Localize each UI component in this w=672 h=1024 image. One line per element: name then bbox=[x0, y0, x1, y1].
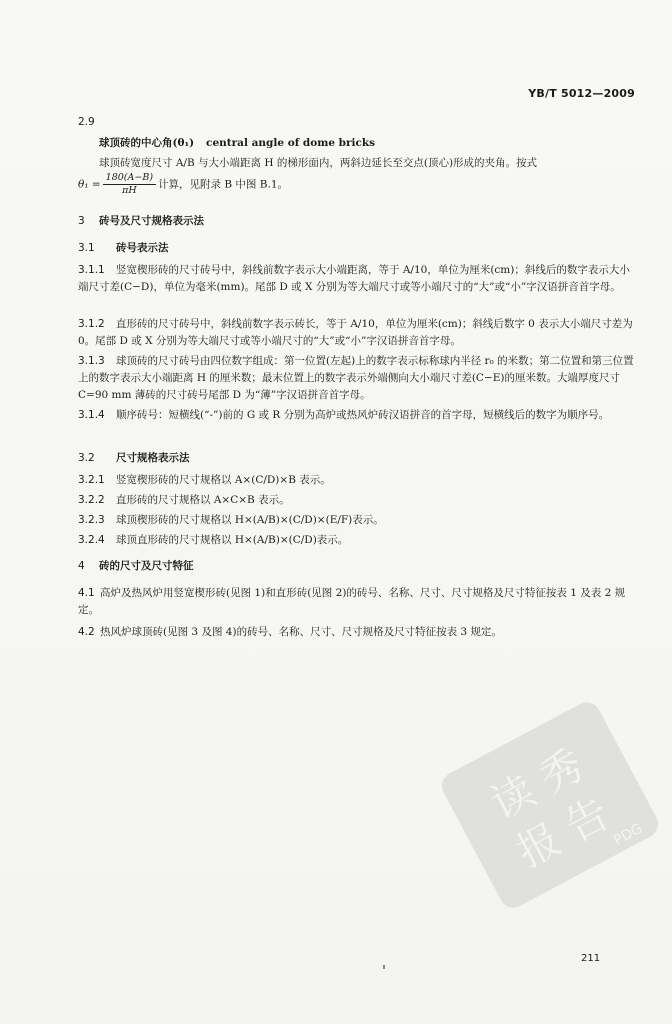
clause-text: 顺序砖号：短横线(“-”)前的 G 或 R 分别为高炉或热风炉砖汉语拼音的首字母，短横线后的数字为顺序号。 bbox=[116, 409, 610, 421]
subsection-number: 3.1 bbox=[78, 242, 95, 254]
formula-suffix: 计算，见附录 B 中图 B.1。 bbox=[158, 178, 288, 191]
section-title: 砖号及尺寸规格表示法 bbox=[99, 215, 204, 227]
clause-text: 竖宽楔形砖的尺寸砖号中，斜线前数字表示大小端距离，等于 A/10，单位为厘米(cm)；斜线后的数字表示大小端尺寸差(C−D)，单位为毫米(mm)。尾部 D 或 X 分别为等大端尺寸或等小端尺寸的“大”或“小”字汉语拼音首字母。 bbox=[78, 264, 630, 293]
term-english: central angle of dome bricks bbox=[206, 137, 376, 149]
svg-text:读: 读 bbox=[482, 765, 543, 829]
formula-lhs: θ₁ = bbox=[78, 178, 101, 191]
clause-text: 球顶砖的尺寸砖号由四位数字组成：第一位置(左起)上的数字表示标称球内半径 r₀ 的米数；第二位置和第三位置上的数字表示大小端距离 H 的厘米数；最末位置上的数字表示外端侧向大小端尺寸差(C−E)的厘米数。大端厚度尺寸 C=90 mm 薄砖的尺寸砖号尾部 D 为“薄”字汉语拼音首字母。 bbox=[78, 355, 634, 401]
clause-number: 3.2.2 bbox=[78, 494, 105, 506]
clause-3-2-4 bbox=[78, 532, 640, 549]
clause-3-1-3 bbox=[78, 353, 640, 404]
clause-text: 球顶直形砖的尺寸规格以 H×(A/B)×(C/D)表示。 bbox=[116, 534, 349, 546]
clause-text: 球顶楔形砖的尺寸规格以 H×(A/B)×(C/D)×(E/F)表示。 bbox=[116, 514, 384, 526]
clause-text: 竖宽楔形砖的尺寸规格以 A×(C/D)×B 表示。 bbox=[116, 474, 331, 486]
section-4-heading bbox=[78, 558, 640, 575]
fraction-denominator: πH bbox=[122, 185, 137, 196]
clause-3-1-4 bbox=[78, 407, 640, 424]
svg-text:PDG: PDG bbox=[611, 820, 646, 849]
subsection-number: 3.2 bbox=[78, 452, 95, 464]
clause-number: 3.1.2 bbox=[78, 318, 105, 330]
clause-3-1-2 bbox=[78, 316, 640, 350]
clause-number: 3.2.3 bbox=[78, 514, 105, 526]
subsection-3-2-heading bbox=[78, 450, 640, 467]
page-number: 211 bbox=[581, 953, 601, 964]
clause-text: 热风炉球顶砖(见图 3 及图 4)的砖号、名称、尺寸、尺寸规格及尺寸特征按表 3 规定。 bbox=[100, 626, 502, 638]
term-definition bbox=[78, 155, 640, 172]
clause-number: 2.9 bbox=[78, 116, 95, 128]
subsection-3-1-heading bbox=[78, 240, 640, 257]
clause-4-2 bbox=[78, 624, 640, 641]
svg-text:秀: 秀 bbox=[531, 739, 592, 803]
svg-text:告: 告 bbox=[557, 788, 618, 852]
clause-number: 4.1 bbox=[78, 587, 95, 599]
section-3-heading bbox=[78, 213, 640, 230]
subsection-title: 砖号表示法 bbox=[116, 242, 169, 254]
clause-text: 直形砖的尺寸规格以 A×C×B 表示。 bbox=[116, 494, 290, 506]
clause-2-9 bbox=[78, 114, 640, 131]
definition-text: 球顶砖宽度尺寸 A/B 与大小端距离 H 的梯形面内，两斜边延长至交点(顶心)形成的夹角。按式 bbox=[99, 157, 538, 169]
clause-number: 3.1.1 bbox=[78, 264, 105, 276]
term-title: 球顶砖的中心角(θ₁) bbox=[99, 137, 195, 149]
formula-line bbox=[78, 172, 640, 197]
clause-4-1 bbox=[78, 585, 640, 619]
subsection-title: 尺寸规格表示法 bbox=[116, 452, 190, 464]
clause-3-1-1 bbox=[78, 262, 640, 296]
section-number: 4 bbox=[78, 560, 85, 572]
clause-number: 3.2.1 bbox=[78, 474, 105, 486]
clause-3-2-3 bbox=[78, 512, 640, 529]
watermark-stamp bbox=[440, 700, 660, 910]
standard-code: YB/T 5012—2009 bbox=[528, 87, 635, 100]
svg-text:报: 报 bbox=[508, 814, 569, 878]
formula-fraction bbox=[103, 172, 156, 197]
scan-artifact bbox=[383, 965, 385, 969]
clause-text: 高炉及热风炉用竖宽楔形砖(见图 1)和直形砖(见图 2)的砖号、名称、尺寸、尺寸规格及尺寸特征按表 1 及表 2 规定。 bbox=[78, 587, 626, 616]
clause-number: 4.2 bbox=[78, 626, 95, 638]
section-title: 砖的尺寸及尺寸特征 bbox=[99, 560, 194, 572]
clause-number: 3.2.4 bbox=[78, 534, 105, 546]
clause-3-2-2 bbox=[78, 492, 640, 509]
clause-text: 直形砖的尺寸砖号中，斜线前数字表示砖长，等于 A/10，单位为厘米(cm)；斜线后数字 0 表示大小端尺寸差为 0。尾部 D 或 X 分别为等大端尺寸或等小端尺寸的“大”或“小”字汉语拼音首字母。 bbox=[78, 318, 633, 347]
term-heading bbox=[78, 135, 640, 152]
clause-number: 3.1.4 bbox=[78, 409, 105, 421]
clause-3-2-1 bbox=[78, 472, 640, 489]
clause-number: 3.1.3 bbox=[78, 355, 105, 367]
fraction-numerator: 180(A−B) bbox=[103, 172, 156, 185]
section-number: 3 bbox=[78, 215, 85, 227]
